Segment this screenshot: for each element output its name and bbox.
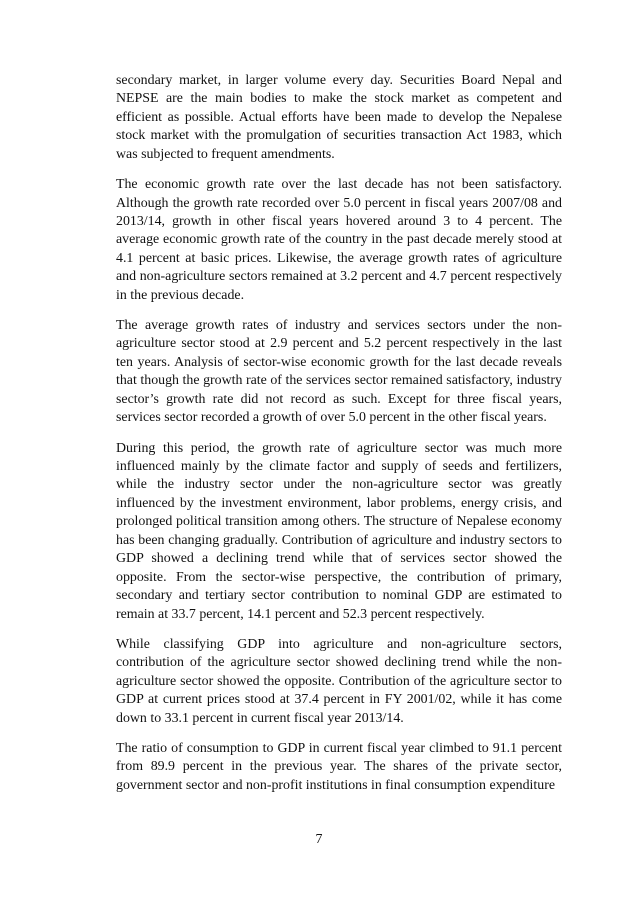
paragraph-agriculture-structure: During this period, the growth rate of agriculture sector was much more influenced mainly by the climate factor and supply of seeds and fertilizers, while the industry sector under the non-agriculture sector was greatly influenced by the investment environment, labor problems, energy crisis, and prolonged political transition among others. The structure of Nepalese economy has been changing gradually. Contribution of agriculture and industry sectors to GDP showed a declining trend while that of services sector showed the opposite. From the sector-wise perspective, the contribution of primary, secondary and tertiary sector contribution to nominal GDP are estimated to remain at 33.7 percent, 14.1 percent and 52.3 percent respectively. (116, 440, 562, 622)
paragraph-gdp-classification: While classifying GDP into agriculture and non-agriculture sectors, contribution of the agriculture sector showed declining trend while the non-agriculture sector showed the opposite. Contribution of the agriculture sector to GDP at current prices stood at 37.4 percent in FY 2001/02, while it has come down to 33.1 percent in current fiscal year 2013/14. (116, 636, 562, 726)
document-body (116, 72, 562, 807)
paragraph-industry-services: The average growth rates of industry and services sectors under the non-agriculture sector stood at 2.9 percent and 5.2 percent respectively in the last ten years. Analysis of sector-wise economic growth for the last decade reveals that though the growth rate of the services sector remained satisfactory, industry sector’s growth rate did not record as such. Except for three fiscal years, services sector recorded a growth of over 5.0 percent in the other fiscal years. (116, 318, 562, 426)
page-number: 7 (315, 832, 323, 847)
paragraph-economic-growth: The economic growth rate over the last decade has not been satisfactory. Although the growth rate recorded over 5.0 percent in fiscal years 2007/08 and 2013/14, growth in other fiscal years hovered around 3 to 4 percent. The average economic growth rate of the country in the past decade merely stood at 4.1 percent at basic prices. Likewise, the average growth rates of agriculture and non-agriculture sectors remained at 3.2 percent and 4.7 percent respectively in the previous decade. (116, 177, 562, 303)
paragraph-stock-market: secondary market, in larger volume every day. Securities Board Nepal and NEPSE are the main bodies to make the stock market as competent and efficient as possible. Actual efforts have been made to develop the Nepalese stock market with the promulgation of securities transaction Act 1983, which was subjected to frequent amendments. (116, 73, 562, 162)
paragraph-consumption-ratio: The ratio of consumption to GDP in current fiscal year climbed to 91.1 percent from 89.9 percent in the previous year. The shares of the private sector, government sector and non-profit institutions in final consumption expenditure (116, 740, 562, 793)
